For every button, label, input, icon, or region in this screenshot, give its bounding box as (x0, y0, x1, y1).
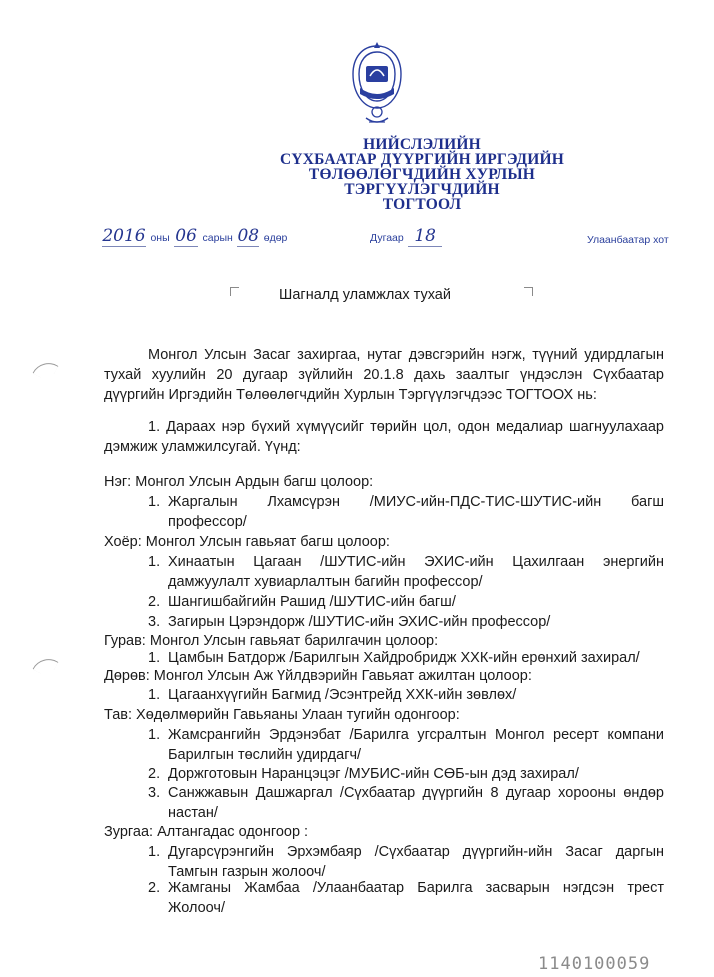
section-title: Дөрөв: Монгол Улсын Аж Үйлдвэрийн Гавьяат ажилтан цолоор: (104, 668, 532, 684)
item-number: 2. (148, 594, 161, 610)
item-line: дамжуулалт хувиарлалтын багийн профессор/ (168, 574, 483, 590)
item-number: 1. (148, 727, 161, 743)
city-label: Улаанбаатар хот (587, 234, 669, 246)
item-number: 1. (148, 687, 161, 703)
item-line: Загирын Цэрэндорж /ШУТИС-ийн ЭХИС-ийн профессор/ (168, 614, 551, 630)
list-item (148, 648, 664, 668)
clause-line: 1. Дараах нэр бүхий хүмүүсийг төрийн цол, одон медалиар шагнуулахаар (148, 419, 664, 435)
section-title: Зургаа: Алтангадас одонгоор : (104, 824, 309, 840)
item-line: Дугарсүрэнгийн Эрхэмбаяр /Сүхбаатар дүүргийн-ийн Засаг даргын (168, 844, 664, 860)
item-line: Санжжавын Дашжаргал /Сүхбаатар дүүргийн 8 дугаар хорооны өндөр (168, 785, 664, 801)
number-value: 18 (408, 226, 442, 247)
header-line-1: НИЙСЛЭЛИЙН (363, 136, 481, 153)
clause-1 (104, 417, 664, 457)
header-line-2: СҮХБААТАР ДҮҮРГИЙН ИРГЭДИЙН (279, 151, 564, 168)
item-number: 2. (148, 880, 161, 896)
serial-number: 1140100059 (538, 954, 651, 974)
item-number: 1. (148, 554, 161, 570)
intro-line: Монгол Улсын Засаг захиргаа, нутаг дэвсгэрийн нэгж, түүний удирдлагын (148, 347, 664, 363)
document-number (370, 226, 442, 247)
list-item (148, 725, 664, 765)
item-number: 1. (148, 650, 161, 666)
date-field (102, 226, 288, 247)
item-number: 2. (148, 766, 161, 782)
number-label: Дугаар (370, 232, 404, 244)
list-item (148, 592, 664, 612)
item-line: настан/ (168, 805, 218, 821)
document-title: Шагналд уламжлах тухай (279, 287, 451, 303)
intro-line: тухай хуулийн 20 дугаар зүйлийн 20.1.8 дахь заалтыг үндэслэн Сүхбаатар (104, 367, 664, 383)
item-line: Хинаатын Цагаан /ШУТИС-ийн ЭХИС-ийн Цахилгаан энергийн (168, 554, 664, 570)
date-year-label: оны (150, 232, 170, 244)
list-item (148, 783, 664, 823)
clause-line: дэмжиж уламжилсугай. Үүнд: (104, 439, 301, 455)
item-number: 1. (148, 844, 161, 860)
date-year: 2016 (102, 226, 146, 246)
header-line-3: ТӨЛӨӨЛӨГЧДИЙН ХУРЛЫН (308, 166, 536, 183)
header-line-4: ТЭРГҮҮЛЭГЧДИЙН (344, 181, 500, 198)
date-day: 08 (237, 226, 260, 246)
item-number: 1. (148, 494, 161, 510)
section-title: Тав: Хөдөлмөрийн Гавьяаны Улаан тугийн одонгоор: (104, 707, 460, 723)
item-line: Цагаанхүүгийн Багмид /Эсэнтрейд ХХК-ийн зөвлөх/ (168, 687, 517, 703)
intro-paragraph (104, 345, 664, 405)
date-month-label: сарын (202, 232, 233, 244)
punch-mark (33, 357, 59, 383)
state-emblem-icon (346, 42, 408, 126)
list-item (148, 552, 664, 592)
item-number: 3. (148, 785, 161, 801)
section-title: Нэг: Монгол Улсын Ардын багш цолоор: (104, 474, 374, 490)
item-line: Жамганы Жамбаа /Улаанбаатар Барилга засварын нэгдсэн трест (168, 880, 664, 896)
date-day-label: өдөр (263, 232, 288, 244)
section-title: Гурав: Монгол Улсын гавьяат барилгачин цолоор: (104, 633, 439, 649)
item-line: Доржготовын Наранцэцэг /МУБИС-ийн СӨБ-ын дэд захирал/ (168, 766, 579, 782)
item-line: Тамгын газрын жолооч/ (168, 864, 326, 880)
intro-line: дүүргийн Иргэдийн Төлөөлөгчдийн Хурлын Тэргүүлэгчдээс ТОГТООХ нь: (104, 387, 597, 403)
item-line: Цамбын Батдорж /Барилгын Хайдробридж ХХК-ийн ерөнхий захирал/ (168, 650, 640, 666)
punch-mark (33, 653, 59, 679)
list-item (148, 685, 664, 705)
section-title: Хоёр: Монгол Улсын гавьяат багш цолоор: (104, 534, 390, 550)
list-item (148, 612, 664, 632)
header-line-5: ТОГТООЛ (382, 196, 462, 213)
list-item (148, 878, 664, 918)
list-item (148, 764, 664, 784)
list-item (148, 842, 664, 882)
item-line: Барилгын төслийн удирдагч/ (168, 747, 362, 763)
item-line: Шангишбайгийн Рашид /ШУТИС-ийн багш/ (168, 594, 456, 610)
item-line: Жолооч/ (168, 900, 225, 916)
item-line: Жаргалын Лхамсүрэн /МИУС-ийн-ПДС-ТИС-ШУТИС-ийн багш (168, 494, 664, 510)
item-number: 3. (148, 614, 161, 630)
date-month: 06 (175, 226, 197, 246)
item-line: профессор/ (168, 514, 247, 530)
item-line: Жамсрангийн Эрдэнэбат /Барилга угсралтын Монгол ресерт компани (168, 727, 664, 743)
list-item (148, 492, 664, 532)
